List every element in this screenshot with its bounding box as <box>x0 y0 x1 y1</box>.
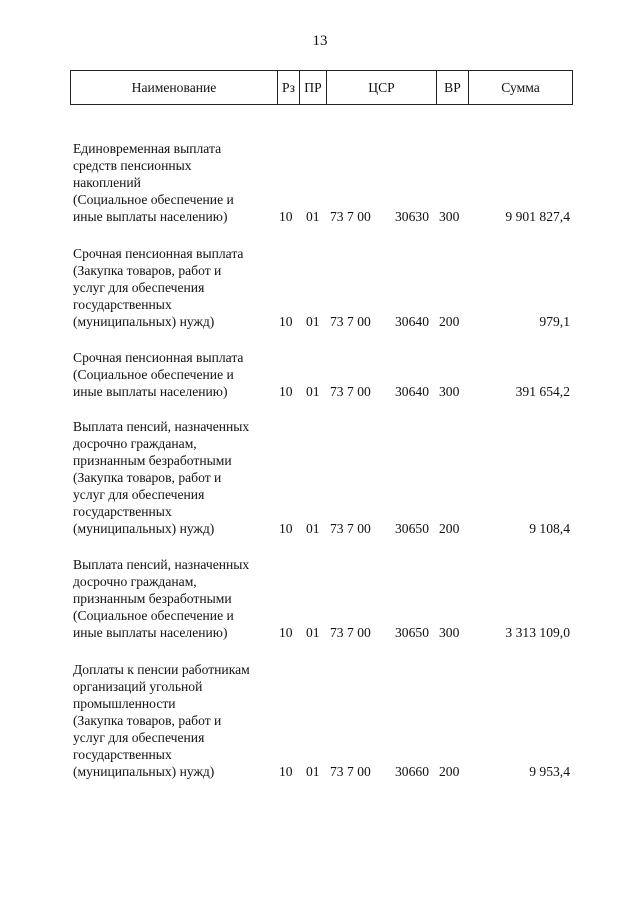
row-csr-direction: 30650 <box>395 625 429 640</box>
row-name: Выплата пенсий, назначенных досрочно гражданам, признанным безработными (Социальное обеспечение и иные выплаты населению) <box>73 557 250 640</box>
row-pr: 01 <box>306 314 320 329</box>
row-name: Срочная пенсионная выплата (Социальное обеспечение и иные выплаты населению) <box>73 350 244 399</box>
header-name: Наименование <box>71 71 278 104</box>
row-csr-program: 73 7 00 <box>330 625 371 640</box>
row-csr-program: 73 7 00 <box>330 521 371 536</box>
row-rz: 10 <box>279 521 293 536</box>
row-rz: 10 <box>279 384 293 399</box>
row-pr: 01 <box>306 384 320 399</box>
row-csr-direction: 30650 <box>395 521 429 536</box>
table-row <box>73 661 573 780</box>
page-number: 13 <box>312 33 328 49</box>
row-name: Выплата пенсий, назначенных досрочно гражданам, признанным безработными (Закупка товаров, работ и услуг для обеспечения государственных (муниципальных) нужд) <box>73 419 250 536</box>
row-sum: 9 953,4 <box>529 764 570 779</box>
row-csr-program: 73 7 00 <box>330 764 371 779</box>
row-sum: 3 313 109,0 <box>505 625 570 640</box>
row-csr-direction: 30640 <box>395 314 429 329</box>
header-rz: Рз <box>278 71 300 104</box>
row-pr: 01 <box>306 764 320 779</box>
row-pr: 01 <box>306 521 320 536</box>
row-pr: 01 <box>306 209 320 224</box>
row-name: Срочная пенсионная выплата (Закупка товаров, работ и услуг для обеспечения государственных (муниципальных) нужд) <box>73 246 244 329</box>
header-sum: Сумма <box>501 80 540 95</box>
row-csr-program: 73 7 00 <box>330 314 371 329</box>
row-vr: 200 <box>439 764 460 779</box>
row-rz: 10 <box>279 314 293 329</box>
row-vr: 300 <box>439 384 460 399</box>
row-vr: 300 <box>439 209 460 224</box>
row-sum: 391 654,2 <box>515 384 570 399</box>
header-vr: ВР <box>437 71 469 104</box>
table-row <box>73 349 573 400</box>
header-csr: ЦСР <box>327 71 437 104</box>
row-csr-direction: 30630 <box>395 209 429 224</box>
row-rz: 10 <box>279 764 293 779</box>
row-name: Доплаты к пенсии работникам организаций угольной промышленности (Закупка товаров, работ и услуг для обеспечения государственных (муниципальных) нужд) <box>73 662 250 779</box>
row-vr: 200 <box>439 314 460 329</box>
row-sum: 9 108,4 <box>529 521 570 536</box>
row-sum: 979,1 <box>539 314 570 329</box>
table-row <box>73 418 573 537</box>
header-pr: ПР <box>300 71 327 104</box>
row-csr-program: 73 7 00 <box>330 209 371 224</box>
row-rz: 10 <box>279 209 293 224</box>
table-header <box>70 70 573 105</box>
row-vr: 300 <box>439 625 460 640</box>
row-csr-direction: 30660 <box>395 764 429 779</box>
table-row <box>73 140 573 225</box>
row-name: Единовременная выплата средств пенсионных накоплений (Социальное обеспечение и иные выплаты населению) <box>73 141 234 224</box>
table-row <box>73 245 573 330</box>
row-vr: 200 <box>439 521 460 536</box>
row-csr-direction: 30640 <box>395 384 429 399</box>
row-pr: 01 <box>306 625 320 640</box>
row-csr-program: 73 7 00 <box>330 384 371 399</box>
table-row <box>73 556 573 641</box>
row-sum: 9 901 827,4 <box>505 209 570 224</box>
row-rz: 10 <box>279 625 293 640</box>
